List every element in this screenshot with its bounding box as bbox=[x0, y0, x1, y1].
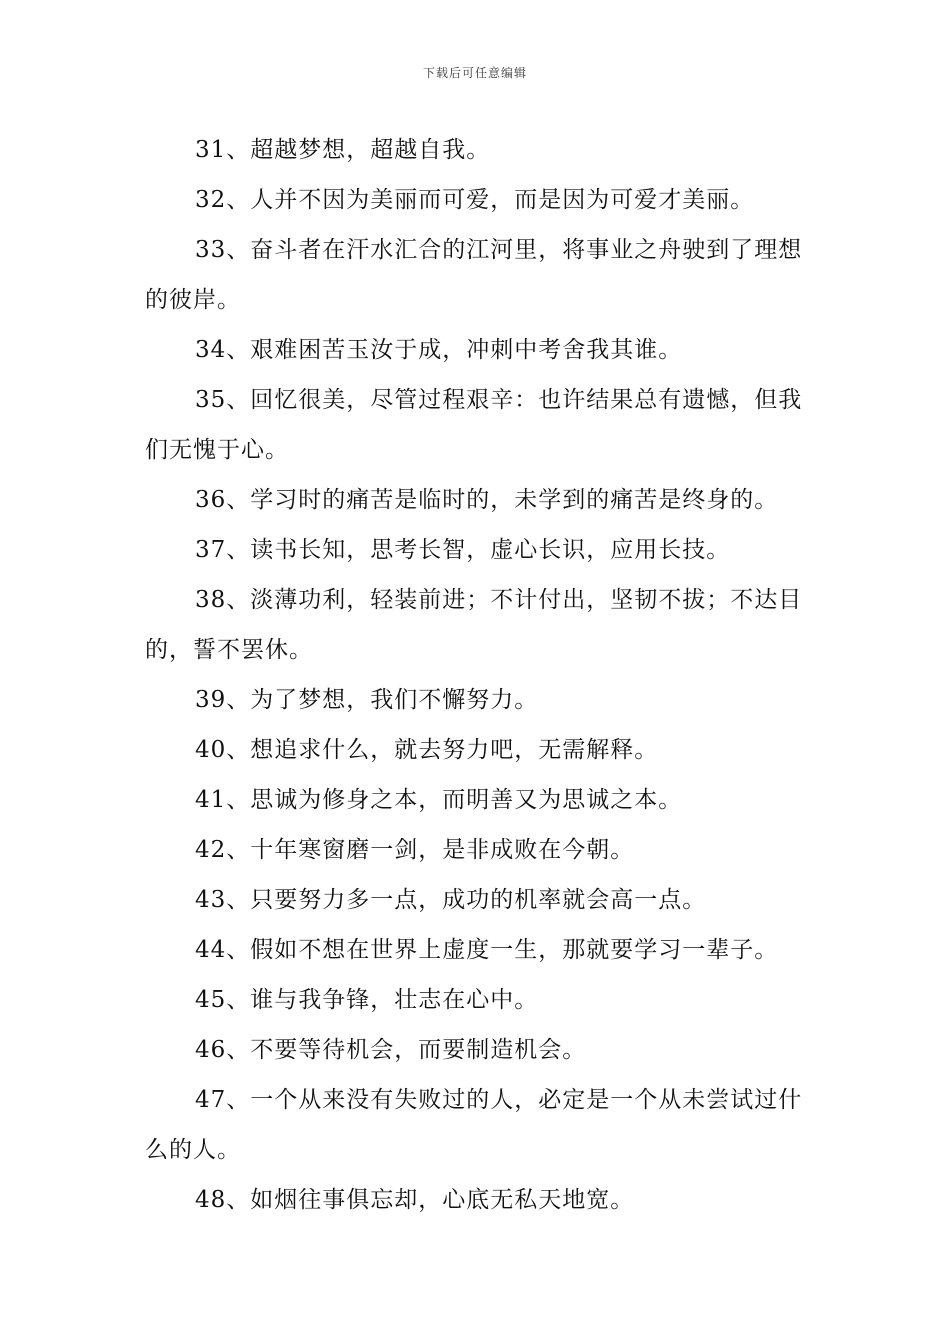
list-item: 47、一个从来没有失败过的人，必定是一个从未尝试过什么的人。 bbox=[145, 1087, 803, 1163]
list-item: 46、不要等待机会，而要制造机会。 bbox=[195, 1037, 587, 1063]
list-item: 48、如烟往事俱忘却，心底无私天地宽。 bbox=[195, 1187, 635, 1213]
document-body bbox=[145, 125, 810, 1225]
list-item: 45、谁与我争锋，壮志在心中。 bbox=[195, 987, 539, 1013]
list-item: 44、假如不想在世界上虚度一生，那就要学习一辈子。 bbox=[195, 937, 779, 963]
list-item: 36、学习时的痛苦是临时的，未学到的痛苦是终身的。 bbox=[195, 487, 779, 513]
list-item: 35、回忆很美，尽管过程艰辛：也许结果总有遗憾，但我们无愧于心。 bbox=[145, 387, 803, 463]
page-header: 下载后可任意编辑 bbox=[422, 66, 527, 80]
list-item: 37、读书长知，思考长智，虚心长识，应用长技。 bbox=[195, 537, 731, 563]
list-item: 34、艰难困苦玉汝于成，冲刺中考舍我其谁。 bbox=[195, 337, 683, 363]
list-item: 31、超越梦想，超越自我。 bbox=[195, 137, 491, 163]
list-item: 42、十年寒窗磨一剑，是非成败在今朝。 bbox=[195, 837, 635, 863]
list-item: 39、为了梦想，我们不懈努力。 bbox=[195, 687, 539, 713]
list-item: 43、只要努力多一点，成功的机率就会高一点。 bbox=[195, 887, 707, 913]
list-item: 38、淡薄功利，轻装前进；不计付出，坚韧不拔；不达目的，誓不罢休。 bbox=[145, 587, 803, 663]
list-item: 40、想追求什么，就去努力吧，无需解释。 bbox=[195, 737, 659, 763]
list-item: 32、人并不因为美丽而可爱，而是因为可爱才美丽。 bbox=[195, 187, 755, 213]
list-item: 41、思诚为修身之本，而明善又为思诚之本。 bbox=[195, 787, 683, 813]
list-item: 33、奋斗者在汗水汇合的江河里，将事业之舟驶到了理想的彼岸。 bbox=[145, 237, 803, 313]
